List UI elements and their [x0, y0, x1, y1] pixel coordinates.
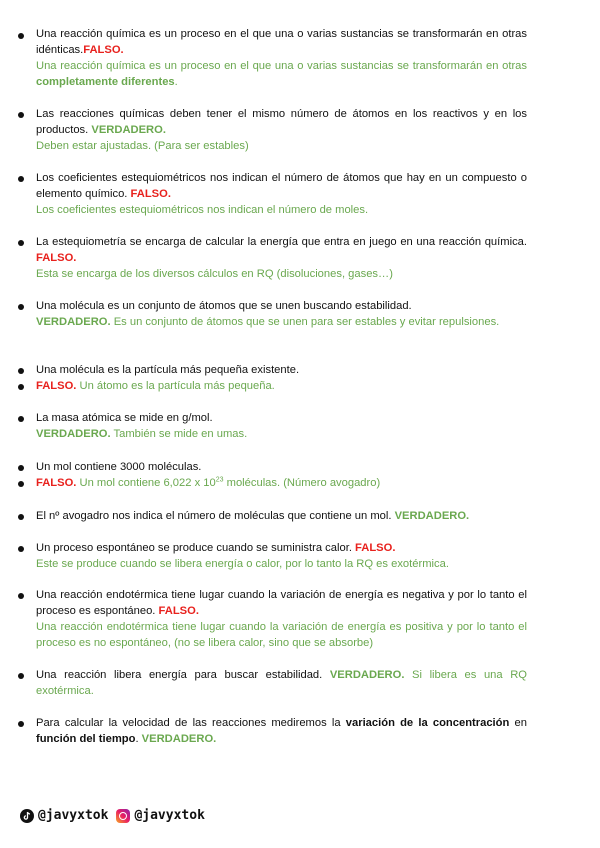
list-item — [36, 26, 527, 90]
verdict-true: VERDADERO. — [394, 510, 470, 522]
correction: Esta se encarga de los diversos cálculos en RQ (disoluciones, gases…) — [36, 268, 393, 280]
bullet — [18, 176, 24, 182]
list-item — [36, 298, 527, 330]
statement: Los coeficientes estequiométricos nos indican el número de átomos que hay en un compuesto o elemento químico. — [36, 172, 527, 200]
bullet — [18, 112, 24, 118]
verdict-true: VERDADERO. — [141, 733, 217, 745]
bullet — [18, 546, 24, 552]
tiktok-handle[interactable]: @javyxtok — [38, 808, 109, 823]
list-item — [36, 459, 527, 475]
instagram-handle[interactable]: @javyxtok — [134, 808, 205, 823]
footer-social — [20, 806, 205, 826]
instagram-icon — [116, 809, 130, 823]
correction: Es un conjunto de átomos que se unen para ser estables y evitar repulsiones. — [110, 316, 500, 328]
verdict-false: FALSO. — [355, 542, 396, 554]
statement-end: . — [135, 733, 142, 745]
verdict-false: FALSO. — [83, 44, 124, 56]
verdict-false: FALSO. — [158, 605, 199, 617]
statement: Una reacción libera energía para buscar estabilidad. — [36, 669, 330, 681]
list-item — [36, 362, 527, 378]
bullet — [18, 304, 24, 310]
correction: Una reacción química es un proceso en el que una o varias sustancias se transformarán en otras — [36, 60, 527, 72]
statement: Una reacción endotérmica tiene lugar cuando la variación de energía es negativa y por lo tanto el proceso es espontáneo. — [36, 589, 527, 617]
list-item — [36, 540, 527, 572]
exponent: 23 — [215, 476, 224, 484]
correction: También se mide en umas. — [110, 428, 248, 440]
list-item — [36, 234, 527, 282]
list-item — [36, 106, 527, 154]
list-item — [36, 475, 527, 491]
correction-end: . — [174, 76, 178, 88]
correction: Un mol contiene 6,022 x 10 — [76, 477, 216, 489]
statement: Para calcular la velocidad de las reacciones mediremos la — [36, 717, 346, 729]
correction: Deben estar ajustadas. (Para ser estables) — [36, 140, 249, 152]
statement-mid: en — [509, 717, 527, 729]
bullet — [18, 514, 24, 520]
bullet — [18, 593, 24, 599]
verdict-false: FALSO. — [130, 188, 171, 200]
bullet — [18, 721, 24, 727]
bullet — [18, 416, 24, 422]
correction: Si libera es una RQ exotérmica. — [36, 669, 527, 697]
statement: Una molécula es un conjunto de átomos que se unen buscando estabilidad. — [36, 300, 412, 312]
verdict-false: FALSO. — [36, 252, 77, 264]
list-item — [36, 667, 527, 699]
statement: La estequiometría se encarga de calcular la energía que entra en juego en una reacción química. — [36, 236, 527, 248]
bullet — [18, 240, 24, 246]
list-item — [36, 508, 527, 524]
correction-end: moléculas. (Número avogadro) — [223, 477, 381, 489]
statement: Las reacciones químicas deben tener el mismo número de átomos en los reactivos y en los productos. — [36, 108, 527, 136]
statement: El nº avogadro nos indica el número de moléculas que contiene un mol. — [36, 510, 395, 522]
bold-phrase: función del tiempo — [36, 733, 136, 745]
bullet — [18, 481, 24, 487]
correction-bold: completamente diferentes — [36, 76, 175, 88]
correction: Un átomo es la partícula más pequeña. — [76, 380, 275, 392]
list-item — [36, 587, 527, 651]
verdict-true: VERDADERO. — [91, 124, 166, 136]
verdict-true: VERDADERO. — [329, 669, 405, 681]
correction: Este se produce cuando se libera energía o calor, por lo tanto la RQ es exotérmica. — [36, 558, 449, 570]
bullet — [18, 465, 24, 471]
verdict-false: FALSO. — [36, 380, 77, 392]
statement: Un mol contiene 3000 moléculas. — [36, 461, 202, 473]
correction: Una reacción endotérmica tiene lugar cuando la variación de energía es positiva y por lo tanto el proceso es no espontáneo, (no se libera calor, sino que se absorbe) — [36, 621, 527, 649]
tiktok-icon — [20, 809, 34, 823]
list-item — [36, 170, 527, 218]
correction: Los coeficientes estequiométricos nos indican el número de moles. — [36, 204, 369, 216]
verdict-true: VERDADERO. — [36, 428, 111, 440]
list-item — [36, 715, 527, 747]
statement: Un proceso espontáneo se produce cuando se suministra calor. — [36, 542, 356, 554]
verdict-false: FALSO. — [36, 477, 77, 489]
bullet — [18, 368, 24, 374]
statement: La masa atómica se mide en g/mol. — [36, 412, 213, 424]
verdict-true: VERDADERO. — [36, 316, 111, 328]
list-item — [36, 410, 527, 442]
statement: Una reacción química es un proceso en el que una o varias sustancias se transformarán en otras idénticas. — [36, 28, 527, 56]
bullet — [18, 384, 24, 390]
bullet — [18, 673, 24, 679]
statement: Una molécula es la partícula más pequeña existente. — [36, 364, 300, 376]
bullet — [18, 33, 24, 39]
list-item — [36, 378, 527, 394]
bold-phrase: variación de la concentración — [345, 717, 510, 729]
